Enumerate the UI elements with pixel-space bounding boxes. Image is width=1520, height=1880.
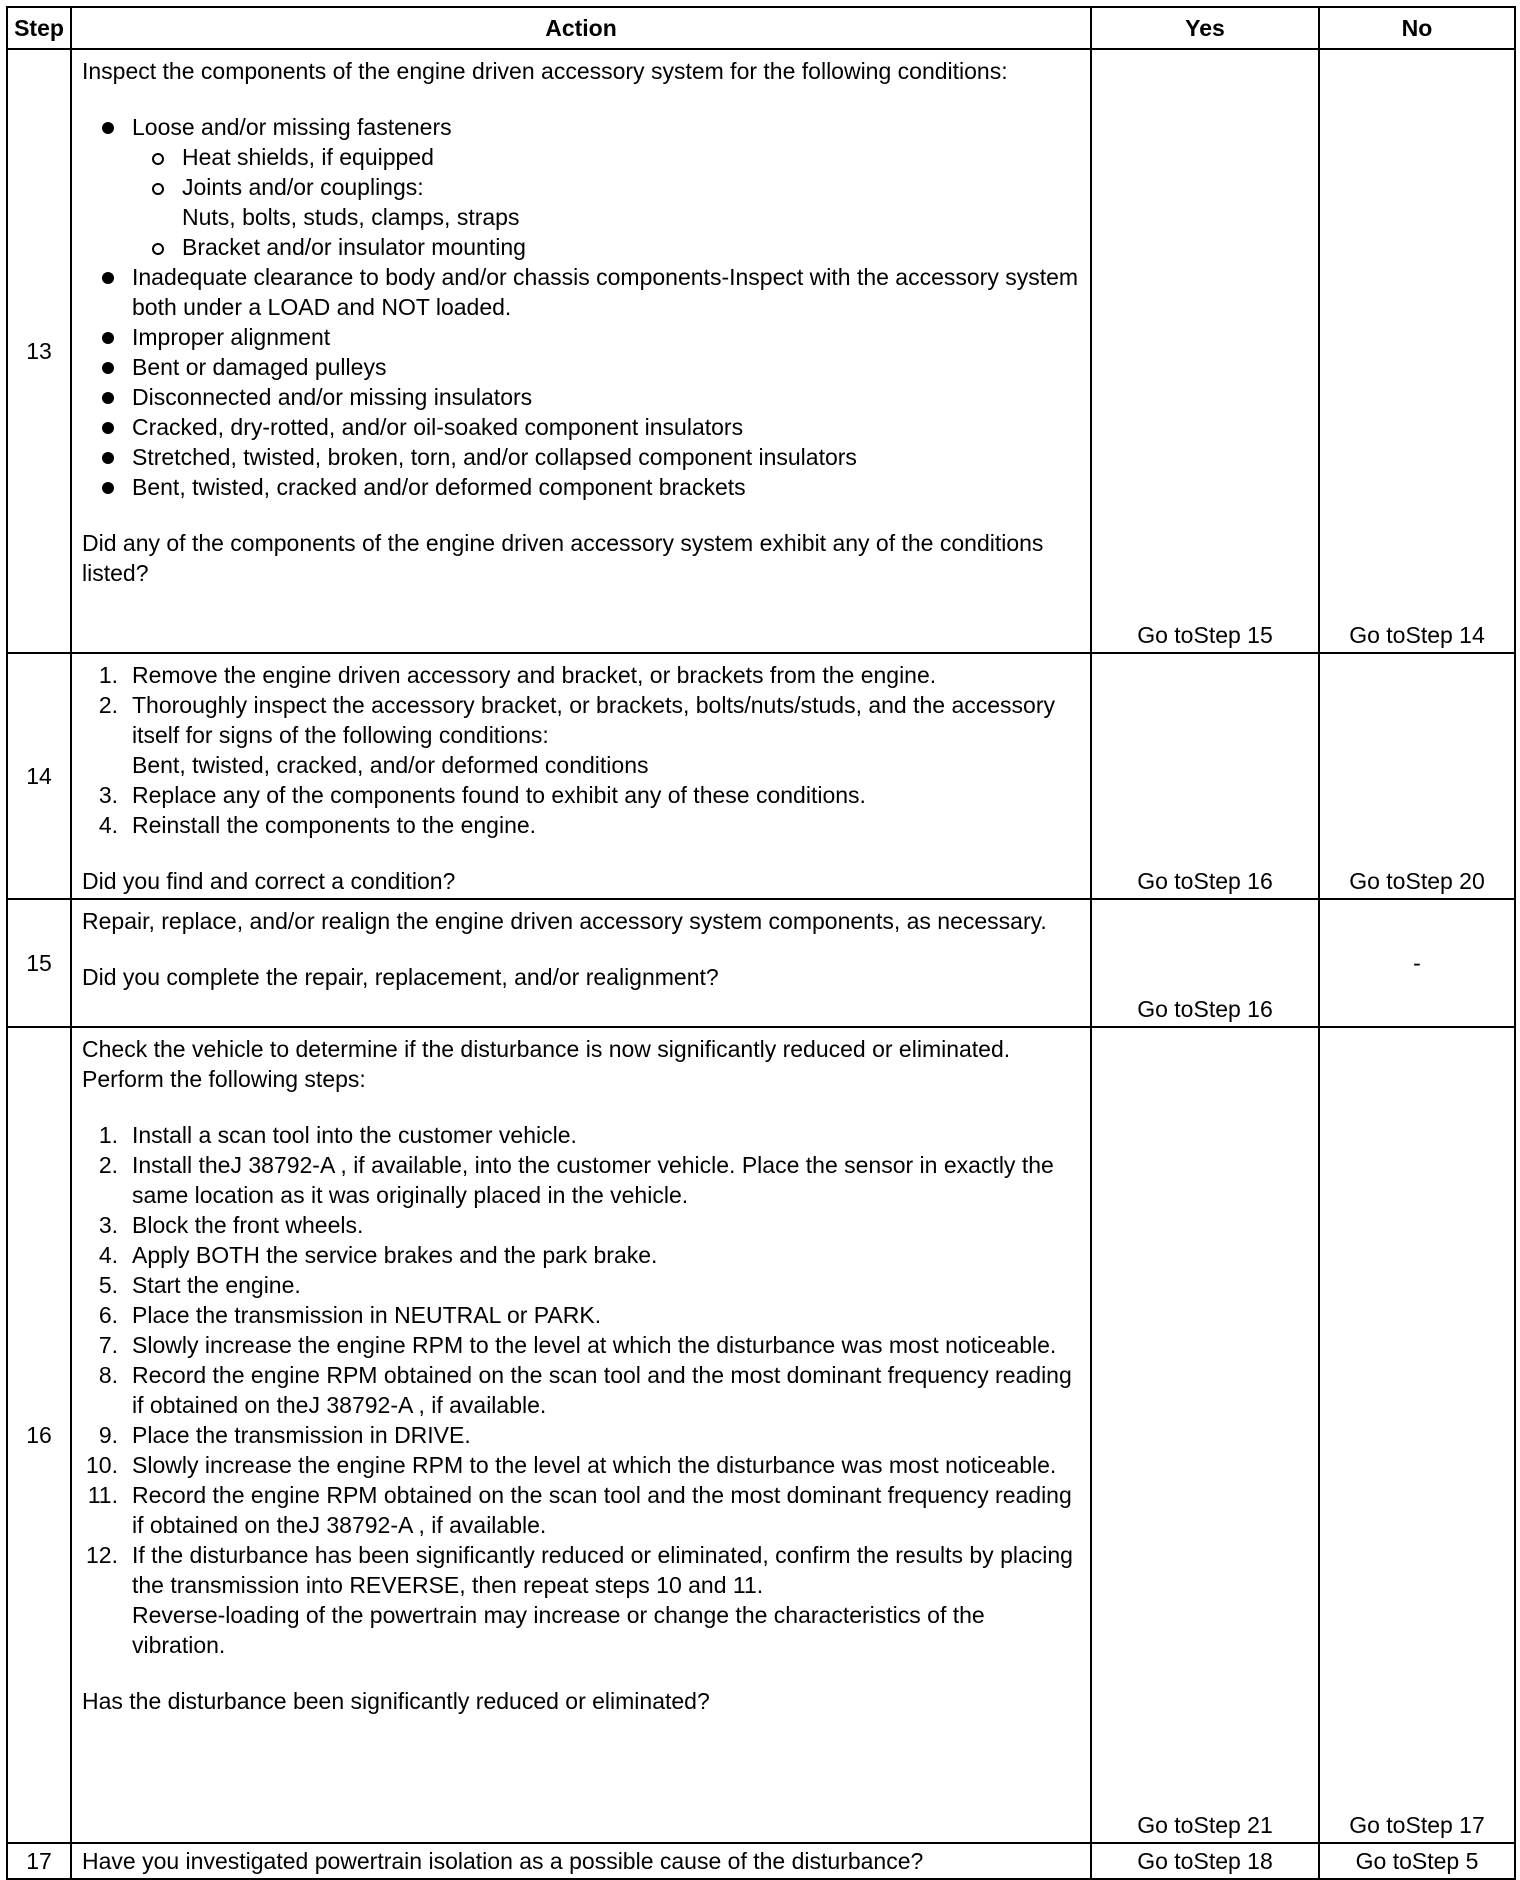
step-number: 17 [7, 1843, 71, 1879]
header-step: Step [7, 7, 71, 49]
action-intro: Inspect the components of the engine driven accessory system for the following conditions: [82, 58, 1008, 84]
yes-link[interactable]: Go toStep 21 [1091, 1027, 1319, 1843]
table-row-step-15 [7, 899, 1515, 1027]
list-item-continuation: Nuts, bolts, studs, clamps, straps [182, 204, 520, 230]
condition-list [82, 112, 1080, 502]
list-item-text: Install a scan tool into the customer vehicle. [132, 1122, 577, 1148]
list-number: 10. [86, 1452, 118, 1478]
list-item-text: Block the front wheels. [132, 1212, 364, 1238]
list-item-text: Inadequate clearance to body and/or chassis components-Inspect with the accessory system both under a LOAD and NOT loaded. [132, 264, 1079, 320]
list-item [82, 442, 1080, 472]
yes-link[interactable]: Go toStep 15 [1091, 49, 1319, 653]
action-cell [71, 49, 1091, 653]
step-number: 13 [7, 49, 71, 653]
list-item [82, 1270, 1080, 1300]
list-item-text: Bracket and/or insulator mounting [182, 234, 526, 260]
yes-link[interactable]: Go toStep 16 [1091, 899, 1319, 1027]
list-item-text: Stretched, twisted, broken, torn, and/or collapsed component insulators [132, 444, 857, 470]
table-row-step-14 [7, 653, 1515, 899]
list-item-text: Disconnected and/or missing insulators [132, 384, 533, 410]
no-value: - [1319, 899, 1515, 1027]
list-item [82, 1300, 1080, 1330]
list-number: 9. [98, 1422, 118, 1448]
list-number: 6. [98, 1302, 118, 1328]
list-item-text: Loose and/or missing fasteners [132, 114, 452, 140]
yes-link[interactable]: Go toStep 18 [1091, 1843, 1319, 1879]
list-item [82, 1120, 1080, 1150]
header-no: No [1319, 7, 1515, 49]
action-cell [71, 899, 1091, 1027]
sub-list-item [132, 142, 1080, 172]
action-question: Has the disturbance been significantly reduced or eliminated? [82, 1688, 710, 1714]
action-question: Have you investigated powertrain isolation as a possible cause of the disturbance? [82, 1848, 924, 1874]
list-item-continuation: Bent, twisted, cracked, and/or deformed conditions [132, 752, 649, 778]
list-item [82, 780, 1080, 810]
list-item [82, 262, 1080, 322]
list-item-text: Record the engine RPM obtained on the scan tool and the most dominant frequency reading if obtained on theJ 38792-A , if available. [132, 1482, 1072, 1538]
list-item-text: Bent or damaged pulleys [132, 354, 387, 380]
list-item-text: Apply BOTH the service brakes and the park brake. [132, 1242, 658, 1268]
action-cell [71, 1027, 1091, 1843]
list-item-text: Replace any of the components found to exhibit any of these conditions. [132, 782, 866, 808]
list-item-text: Cracked, dry-rotted, and/or oil-soaked component insulators [132, 414, 744, 440]
list-item-text: Place the transmission in NEUTRAL or PARK. [132, 1302, 602, 1328]
step-number: 14 [7, 653, 71, 899]
no-link[interactable]: Go toStep 17 [1319, 1027, 1515, 1843]
list-item-text: Place the transmission in DRIVE. [132, 1422, 471, 1448]
list-number: 8. [98, 1362, 118, 1388]
list-number: 7. [98, 1332, 118, 1358]
list-item [82, 112, 1080, 262]
list-item [82, 1420, 1080, 1450]
sub-list-item [132, 232, 1080, 262]
list-item [82, 472, 1080, 502]
table-row-step-17 [7, 1843, 1515, 1879]
list-item-text: Bent, twisted, cracked and/or deformed component brackets [132, 474, 746, 500]
list-item-text: Remove the engine driven accessory and bracket, or brackets from the engine. [132, 662, 937, 688]
list-number: 3. [98, 782, 118, 808]
list-item-text: Record the engine RPM obtained on the scan tool and the most dominant frequency reading if obtained on theJ 38792-A , if available. [132, 1362, 1072, 1418]
list-item-text: Start the engine. [132, 1272, 301, 1298]
action-question: Did any of the components of the engine driven accessory system exhibit any of the conditions listed? [82, 530, 1044, 586]
list-item [82, 1330, 1080, 1360]
diagnostic-table [6, 6, 1516, 1880]
list-number: 12. [86, 1542, 118, 1568]
list-item [82, 412, 1080, 442]
list-number: 5. [98, 1272, 118, 1298]
table-row-step-16 [7, 1027, 1515, 1843]
list-number: 11. [87, 1482, 118, 1508]
list-item [82, 690, 1080, 780]
list-item [82, 810, 1080, 840]
list-item-text: Install theJ 38792-A , if available, into the customer vehicle. Place the sensor in exactly the same location as it was originally placed in the vehicle. [132, 1152, 1054, 1208]
list-number: 1. [98, 662, 118, 688]
action-cell [71, 1843, 1091, 1879]
yes-link[interactable]: Go toStep 16 [1091, 653, 1319, 899]
table-row-step-13 [7, 49, 1515, 653]
action-question: Did you complete the repair, replacement, and/or realignment? [82, 964, 719, 990]
list-item-text: Slowly increase the engine RPM to the level at which the disturbance was most noticeable. [132, 1332, 1057, 1358]
procedure-list [82, 660, 1080, 840]
list-item [82, 1450, 1080, 1480]
list-item [82, 1150, 1080, 1210]
action-intro: Check the vehicle to determine if the disturbance is now significantly reduced or eliminated. Perform the following steps: [82, 1036, 1011, 1092]
list-number: 2. [98, 1152, 118, 1178]
list-item-text: Joints and/or couplings: [182, 174, 424, 200]
list-item [82, 322, 1080, 352]
list-item [82, 1540, 1080, 1660]
list-item-text: Improper alignment [132, 324, 331, 350]
no-link[interactable]: Go toStep 14 [1319, 49, 1515, 653]
sub-list-item [132, 172, 1080, 232]
list-item [82, 352, 1080, 382]
list-item-text: Thoroughly inspect the accessory bracket, or brackets, bolts/nuts/studs, and the accessory itself for signs of the following conditions: [132, 692, 1056, 748]
list-item-text: If the disturbance has been significantly reduced or eliminated, confirm the results by placing the transmission into REVERSE, then repeat steps 10 and 11. [132, 1542, 1073, 1598]
step-number: 16 [7, 1027, 71, 1843]
no-link[interactable]: Go toStep 5 [1319, 1843, 1515, 1879]
list-item [82, 382, 1080, 412]
list-number: 4. [98, 1242, 118, 1268]
list-item [82, 1480, 1080, 1540]
list-number: 1. [98, 1122, 118, 1148]
header-action: Action [71, 7, 1091, 49]
header-row [7, 7, 1515, 49]
list-item [82, 1240, 1080, 1270]
list-item [82, 1360, 1080, 1420]
list-item-text: Reinstall the components to the engine. [132, 812, 537, 838]
list-item-continuation: Reverse-loading of the powertrain may increase or change the characteristics of the vibration. [132, 1602, 985, 1658]
list-item-text: Slowly increase the engine RPM to the level at which the disturbance was most noticeable. [132, 1452, 1057, 1478]
list-item [82, 1210, 1080, 1240]
action-question: Did you find and correct a condition? [82, 868, 456, 894]
action-intro: Repair, replace, and/or realign the engine driven accessory system components, as necessary. [82, 908, 1047, 934]
sub-list [132, 142, 1080, 262]
header-yes: Yes [1091, 7, 1319, 49]
procedure-list [82, 1120, 1080, 1660]
list-item [82, 660, 1080, 690]
list-number: 2. [98, 692, 118, 718]
step-number: 15 [7, 899, 71, 1027]
action-cell [71, 653, 1091, 899]
list-item-text: Heat shields, if equipped [182, 144, 434, 170]
list-number: 3. [98, 1212, 118, 1238]
list-number: 4. [98, 812, 118, 838]
no-link[interactable]: Go toStep 20 [1319, 653, 1515, 899]
